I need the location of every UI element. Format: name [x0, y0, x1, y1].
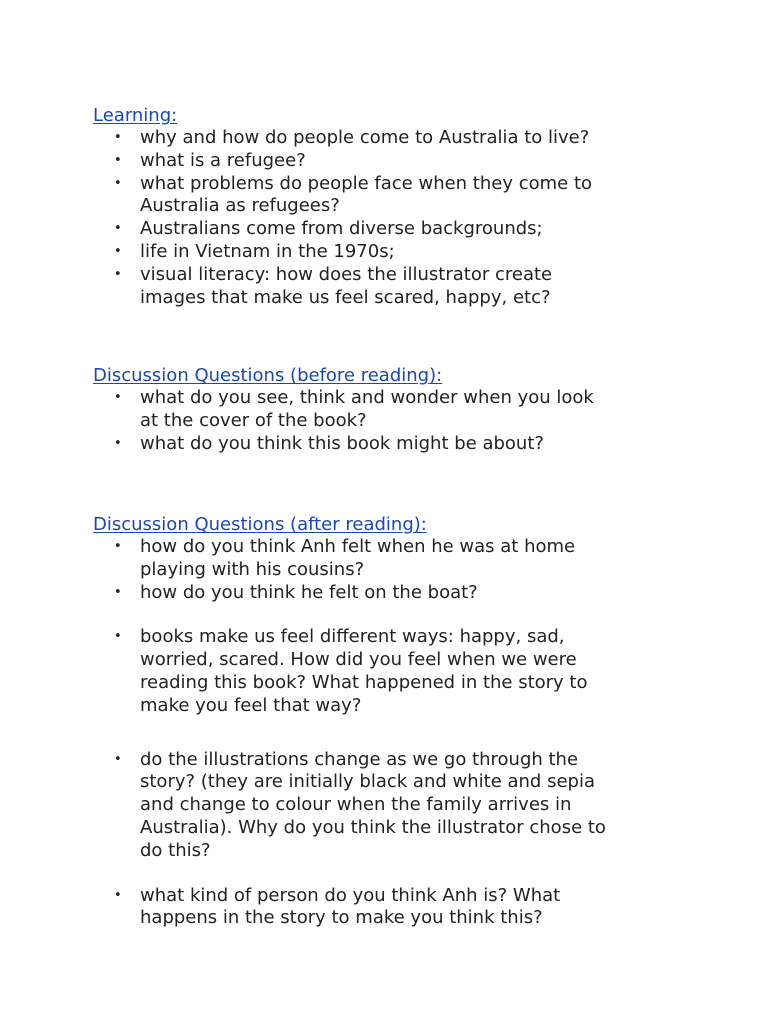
- bullet-icon: •: [114, 584, 122, 600]
- list-item-text: why and how do people come to Australia to live?: [140, 127, 590, 148]
- list-item: [93, 127, 693, 150]
- list-item: [93, 626, 693, 717]
- learning-section: [93, 104, 693, 309]
- list-item-text: life in Vietnam in the 1970s;: [140, 240, 395, 262]
- list-item-text: what do you see, think and wonder when you look at the cover of the book?: [140, 387, 594, 431]
- bullet-icon: •: [114, 390, 122, 405]
- list-item: [93, 150, 693, 173]
- list-item: [93, 387, 693, 433]
- list-item: [93, 749, 693, 863]
- list-item-text: visual literacy: how does the illustrator create images that make us feel scared, happy, etc?: [140, 263, 553, 308]
- list-item: [93, 885, 693, 931]
- list-item: [93, 218, 693, 241]
- list-item-text: what do you think this book might be about?: [140, 432, 544, 454]
- bullet-icon: •: [114, 221, 122, 237]
- list-item: [93, 536, 693, 582]
- before-reading-section: [93, 364, 693, 455]
- list-item: [93, 433, 693, 456]
- after-reading-list: [93, 536, 693, 930]
- bullet-icon: •: [114, 152, 122, 168]
- before-reading-list: [93, 387, 693, 455]
- bullet-icon: •: [114, 751, 122, 767]
- list-item-text: what kind of person do you think Anh is? What happens in the story to make you think this?: [140, 884, 561, 929]
- list-item: [93, 241, 693, 264]
- list-item-text: how do you think Anh felt when he was at home playing with his cousins?: [140, 536, 576, 580]
- learning-list: [93, 127, 693, 309]
- bullet-icon: •: [114, 435, 122, 451]
- before-reading-heading: Discussion Questions (before reading):: [93, 365, 443, 386]
- learning-heading: Learning:: [93, 105, 178, 126]
- after-reading-heading: Discussion Questions (after reading):: [93, 514, 427, 535]
- bullet-icon: •: [114, 243, 122, 259]
- list-item: [93, 264, 693, 310]
- bullet-icon: •: [114, 266, 122, 282]
- list-item-text: what problems do people face when they come to Australia as refugees?: [140, 172, 593, 217]
- bullet-icon: •: [114, 629, 122, 645]
- list-item: [93, 582, 693, 605]
- list-item-text: what is a refugee?: [140, 149, 306, 171]
- bullet-icon: •: [114, 175, 122, 191]
- bullet-icon: •: [114, 887, 122, 903]
- list-item-text: how do you think he felt on the boat?: [140, 581, 478, 603]
- list-item-text: Australians come from diverse backgrounds;: [140, 218, 543, 240]
- list-item: [93, 173, 693, 219]
- list-item-text: books make us feel different ways: happy, sad, worried, scared. How did you feel when we were reading this book? What happened in the story to make you feel that way?: [140, 626, 588, 716]
- bullet-icon: •: [114, 130, 122, 145]
- bullet-icon: •: [114, 539, 122, 554]
- after-reading-section: [93, 513, 693, 930]
- list-item-text: do the illustrations change as we go through the story? (they are initially black and white and sepia and change to colour when the family arrives in Australia). Why do you think the illustrator chose to do this?: [140, 748, 606, 861]
